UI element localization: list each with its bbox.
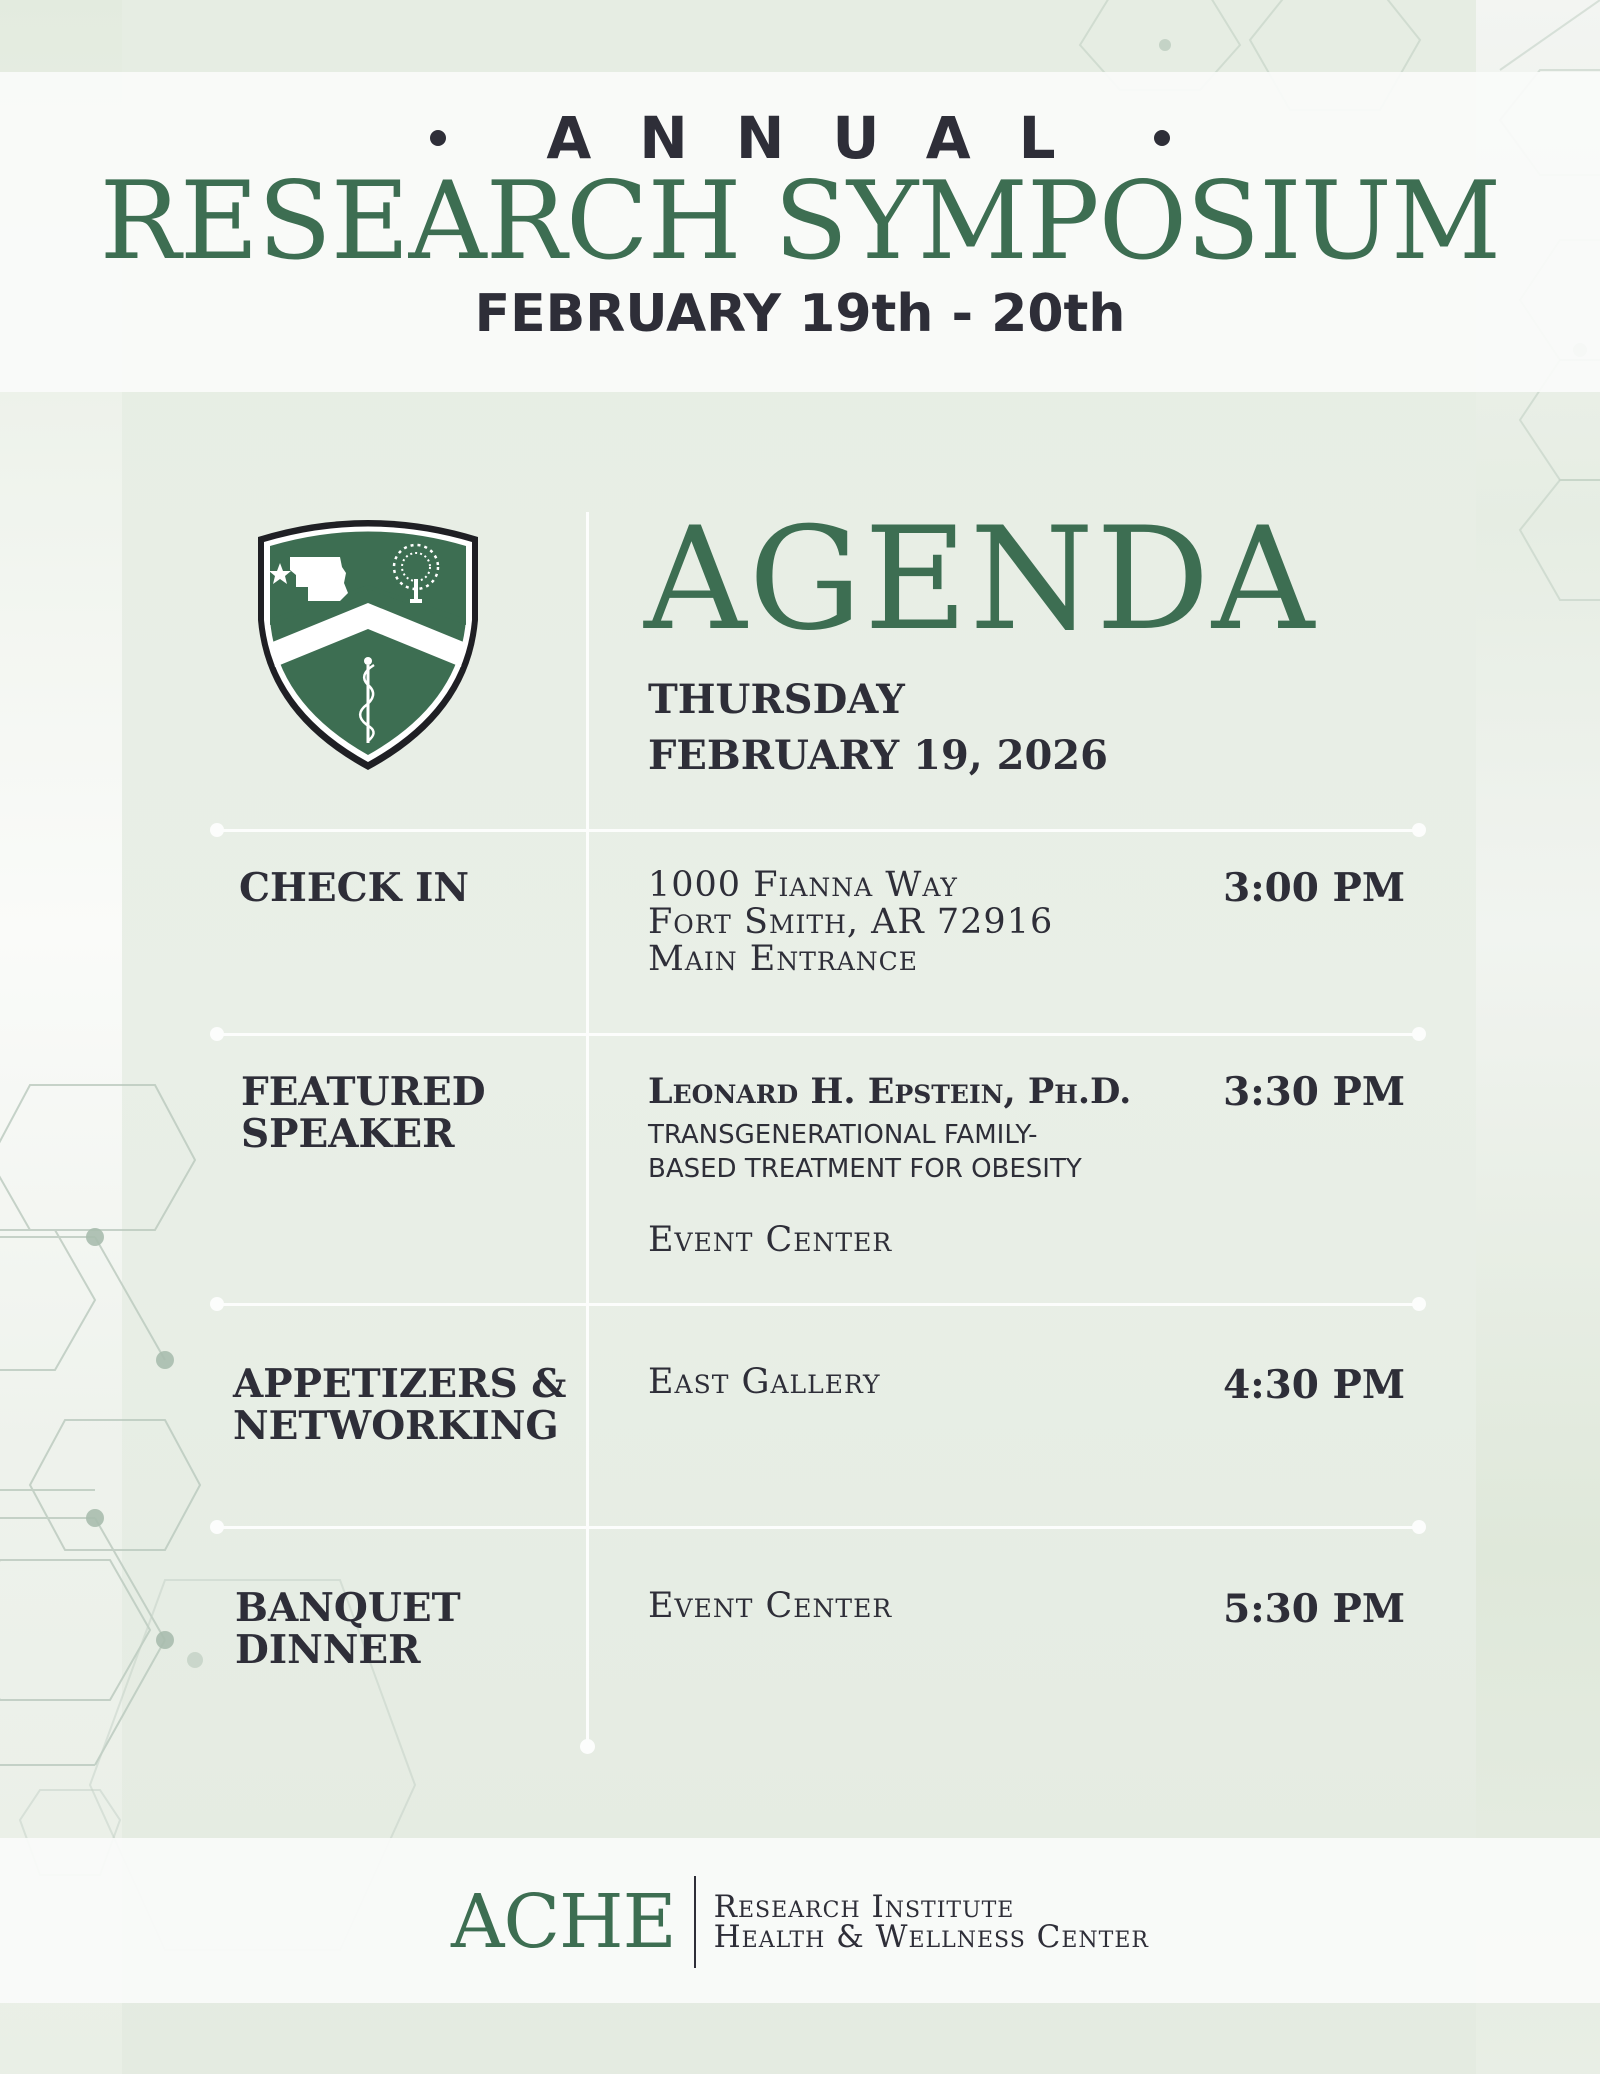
agenda-day: THURSDAY [648,676,905,723]
label-line: CHECK IN [239,865,470,911]
label-line: BANQUET [235,1585,461,1631]
agenda-item-time: 3:30 PM [1223,1069,1405,1115]
agenda-item-time: 3:00 PM [1223,865,1405,911]
row-divider-dot [210,823,224,837]
detail-line: 1000 Fianna Way [648,865,958,905]
talk-line: TRANSGENERATIONAL FAMILY- [648,1120,1038,1150]
row-divider-dot [210,1520,224,1534]
speaker-location: Event Center [648,1220,893,1260]
label-line: DINNER [235,1627,421,1673]
agenda-item-label [239,867,469,909]
institute-line: Health & Wellness Center [713,1919,1149,1955]
row-divider-dot [210,1027,224,1041]
detail-line: Fort Smith, AR 72916 [648,902,1054,942]
row-divider-dot [1412,1027,1426,1041]
agenda-item-time: 4:30 PM [1223,1362,1405,1408]
vertical-divider-end [580,1739,595,1754]
row-divider-dot [1412,1520,1426,1534]
agenda-item-detail [648,1588,892,1625]
agenda-item-label [241,1071,486,1155]
row-divider [212,1033,1420,1036]
annual-label: ANNUAL [546,104,1104,172]
institute-name [713,1889,1149,1955]
detail-line: Main Entrance [648,939,918,979]
row-divider-dot [1412,823,1426,837]
bullet-dot-right [1154,130,1170,146]
logo-divider [694,1876,696,1968]
agenda-item-detail [648,1364,881,1401]
speaker-name: Leonard H. Epstein, Ph.D. [648,1071,1132,1112]
row-divider [212,829,1420,832]
bullet-dot-left [430,130,446,146]
row-divider-dot [1412,1297,1426,1311]
label-line: SPEAKER [241,1111,455,1157]
agenda-item-label [233,1363,566,1447]
talk-line: BASED TREATMENT FOR OBESITY [648,1154,1082,1184]
row-divider [212,1303,1420,1306]
label-line: NETWORKING [233,1403,559,1449]
label-line: APPETIZERS & [233,1361,567,1407]
row-divider [212,1526,1420,1529]
agenda-item-time: 5:30 PM [1223,1586,1405,1632]
footer-logo [0,1872,1600,1972]
agenda-date: FEBRUARY 19, 2026 [648,732,1108,779]
shield-emblem-icon [250,515,486,775]
agenda-item-label [235,1587,461,1671]
row-divider-dot [210,1297,224,1311]
detail-line: East Gallery [648,1362,881,1402]
ache-logo: ACHE [451,1879,676,1965]
agenda-item-detail [648,867,1053,978]
symposium-title: RESEARCH SYMPOSIUM [99,159,1501,284]
institute-line: Research Institute [713,1889,1015,1925]
detail-line: Event Center [648,1586,893,1626]
agenda-title: AGENDA [644,497,1317,662]
talk-title [648,1118,1208,1186]
symposium-dates: FEBRUARY 19th - 20th [474,284,1126,344]
label-line: FEATURED [241,1069,486,1115]
vertical-divider [586,512,589,1748]
